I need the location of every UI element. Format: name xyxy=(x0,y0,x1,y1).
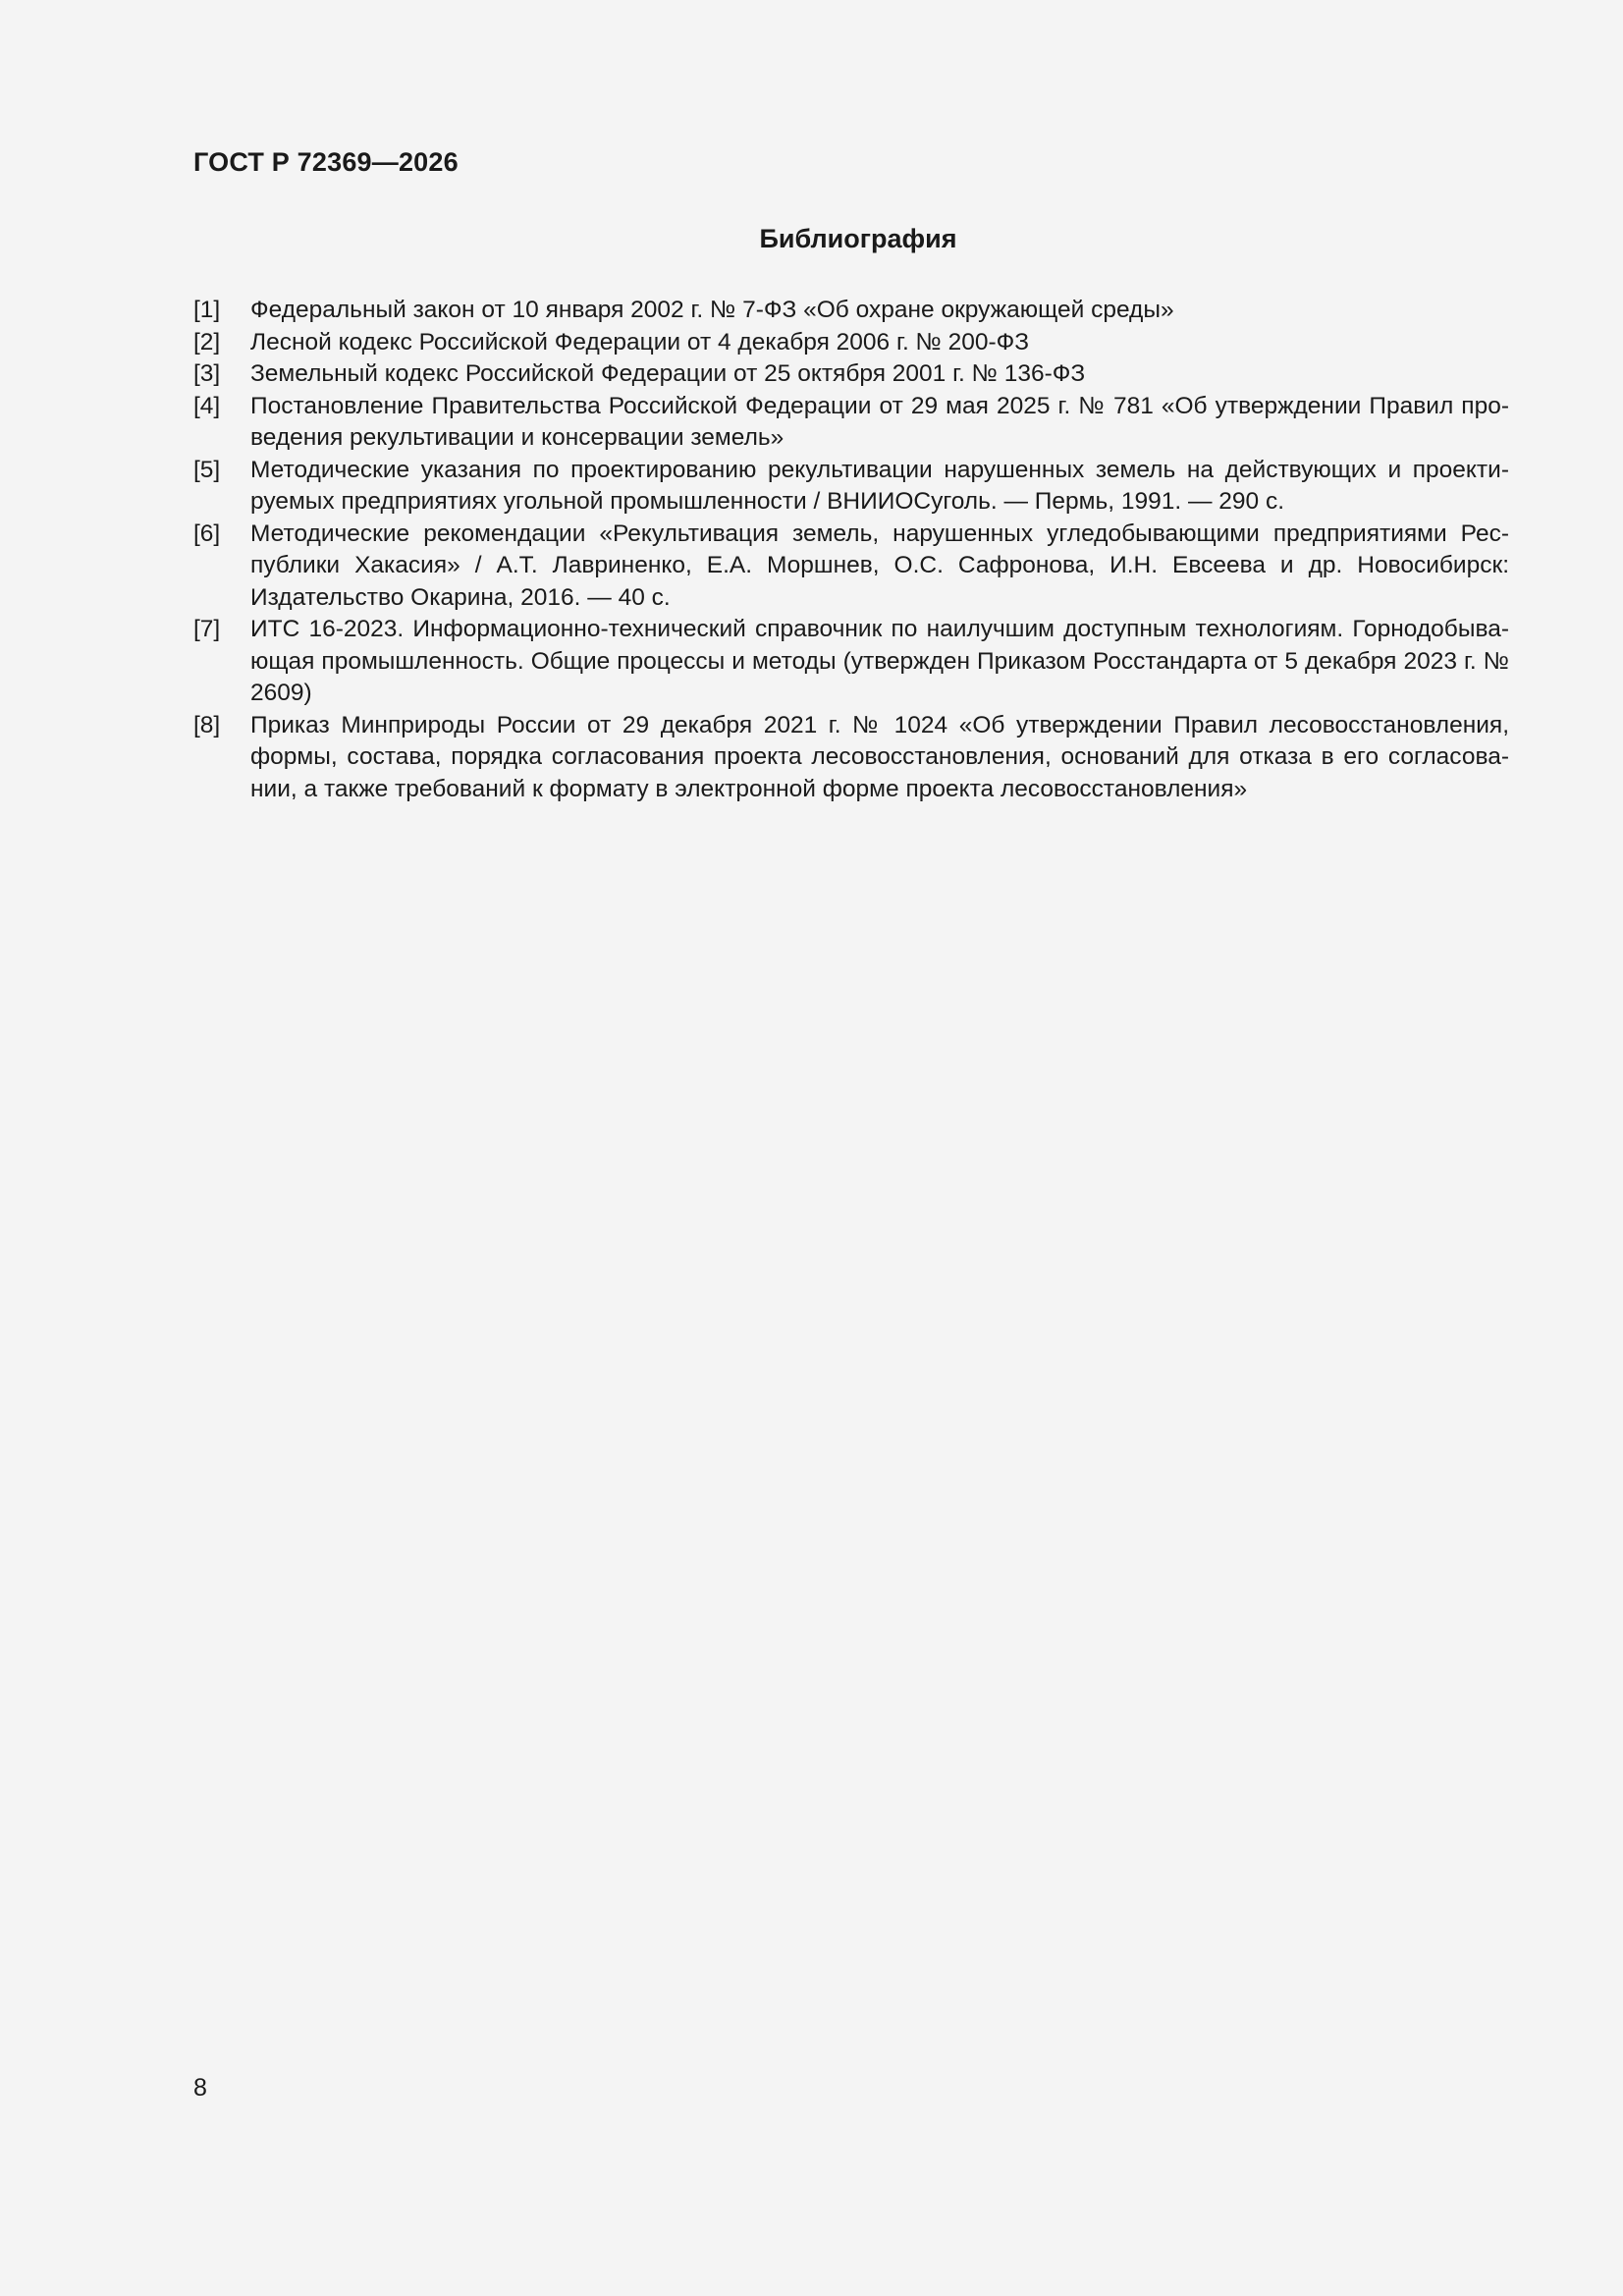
bibliography-text: Методические рекомендации «Рекультивация земель, нарушенных угледобывающими предприятиями Республики Хакасия» / А.Т. Лавриненко, Е.А. Моршнев, О.С. Сафронова, И.Н. Евсеева и др. Новосибирск: Издательство Окарина, 2016. — 40 с. xyxy=(250,519,1509,611)
document-header: ГОСТ Р 72369—2026 xyxy=(193,147,459,177)
section-title: Библиография xyxy=(759,224,957,253)
bibliography-item xyxy=(193,327,1509,359)
bibliography-list xyxy=(193,295,1509,805)
page-number: 8 xyxy=(193,2074,207,2102)
bibliography-item xyxy=(193,455,1509,519)
bibliography-number: [2] xyxy=(193,328,221,355)
bibliography-number: [7] xyxy=(193,616,221,642)
bibliography-text: Земельный кодекс Российской Федерации от 25 октября 2001 г. № 136-ФЗ xyxy=(250,360,1086,387)
bibliography-text: Лесной кодекс Российской Федерации от 4 декабря 2006 г. № 200-ФЗ xyxy=(250,328,1030,355)
bibliography-number: [8] xyxy=(193,711,221,738)
bibliography-number: [3] xyxy=(193,360,221,387)
bibliography-text: Приказ Минприроды России от 29 декабря 2021 г. № 1024 «Об утверждении Правил лесовосстановления, формы, состава, порядка согласования проекта лесовосстановления, оснований для отказа в его согласовании, а также требований к формату в электронной форме проекта лесовосстановления» xyxy=(250,711,1509,802)
bibliography-text: ИТС 16-2023. Информационно-технический справочник по наилучшим доступным технологиям. Горнодобывающая промышленность. Общие процессы и методы (утвержден Приказом Росстандарта от 5 декабря 2023 г. № 2609) xyxy=(250,616,1509,706)
bibliography-text: Постановление Правительства Российской Федерации от 29 мая 2025 г. № 781 «Об утверждении Правил проведения рекультивации и консервации земель» xyxy=(250,392,1509,451)
bibliography-text: Методические указания по проектированию рекультивации нарушенных земель на действующих и проектируемых предприятиях угольной промышленности / ВНИИОСуголь. — Пермь, 1991. — 290 с. xyxy=(250,456,1509,515)
bibliography-item xyxy=(193,358,1509,391)
bibliography-item xyxy=(193,614,1509,710)
bibliography-item xyxy=(193,519,1509,615)
bibliography-number: [4] xyxy=(193,392,221,419)
bibliography-number: [6] xyxy=(193,519,221,547)
bibliography-item xyxy=(193,710,1509,806)
bibliography-item xyxy=(193,391,1509,455)
bibliography-number: [5] xyxy=(193,456,221,483)
bibliography-text: Федеральный закон от 10 января 2002 г. № 7-ФЗ «Об охране окружающей среды» xyxy=(250,297,1174,323)
bibliography-number: [1] xyxy=(193,297,221,323)
bibliography-item xyxy=(193,295,1509,327)
